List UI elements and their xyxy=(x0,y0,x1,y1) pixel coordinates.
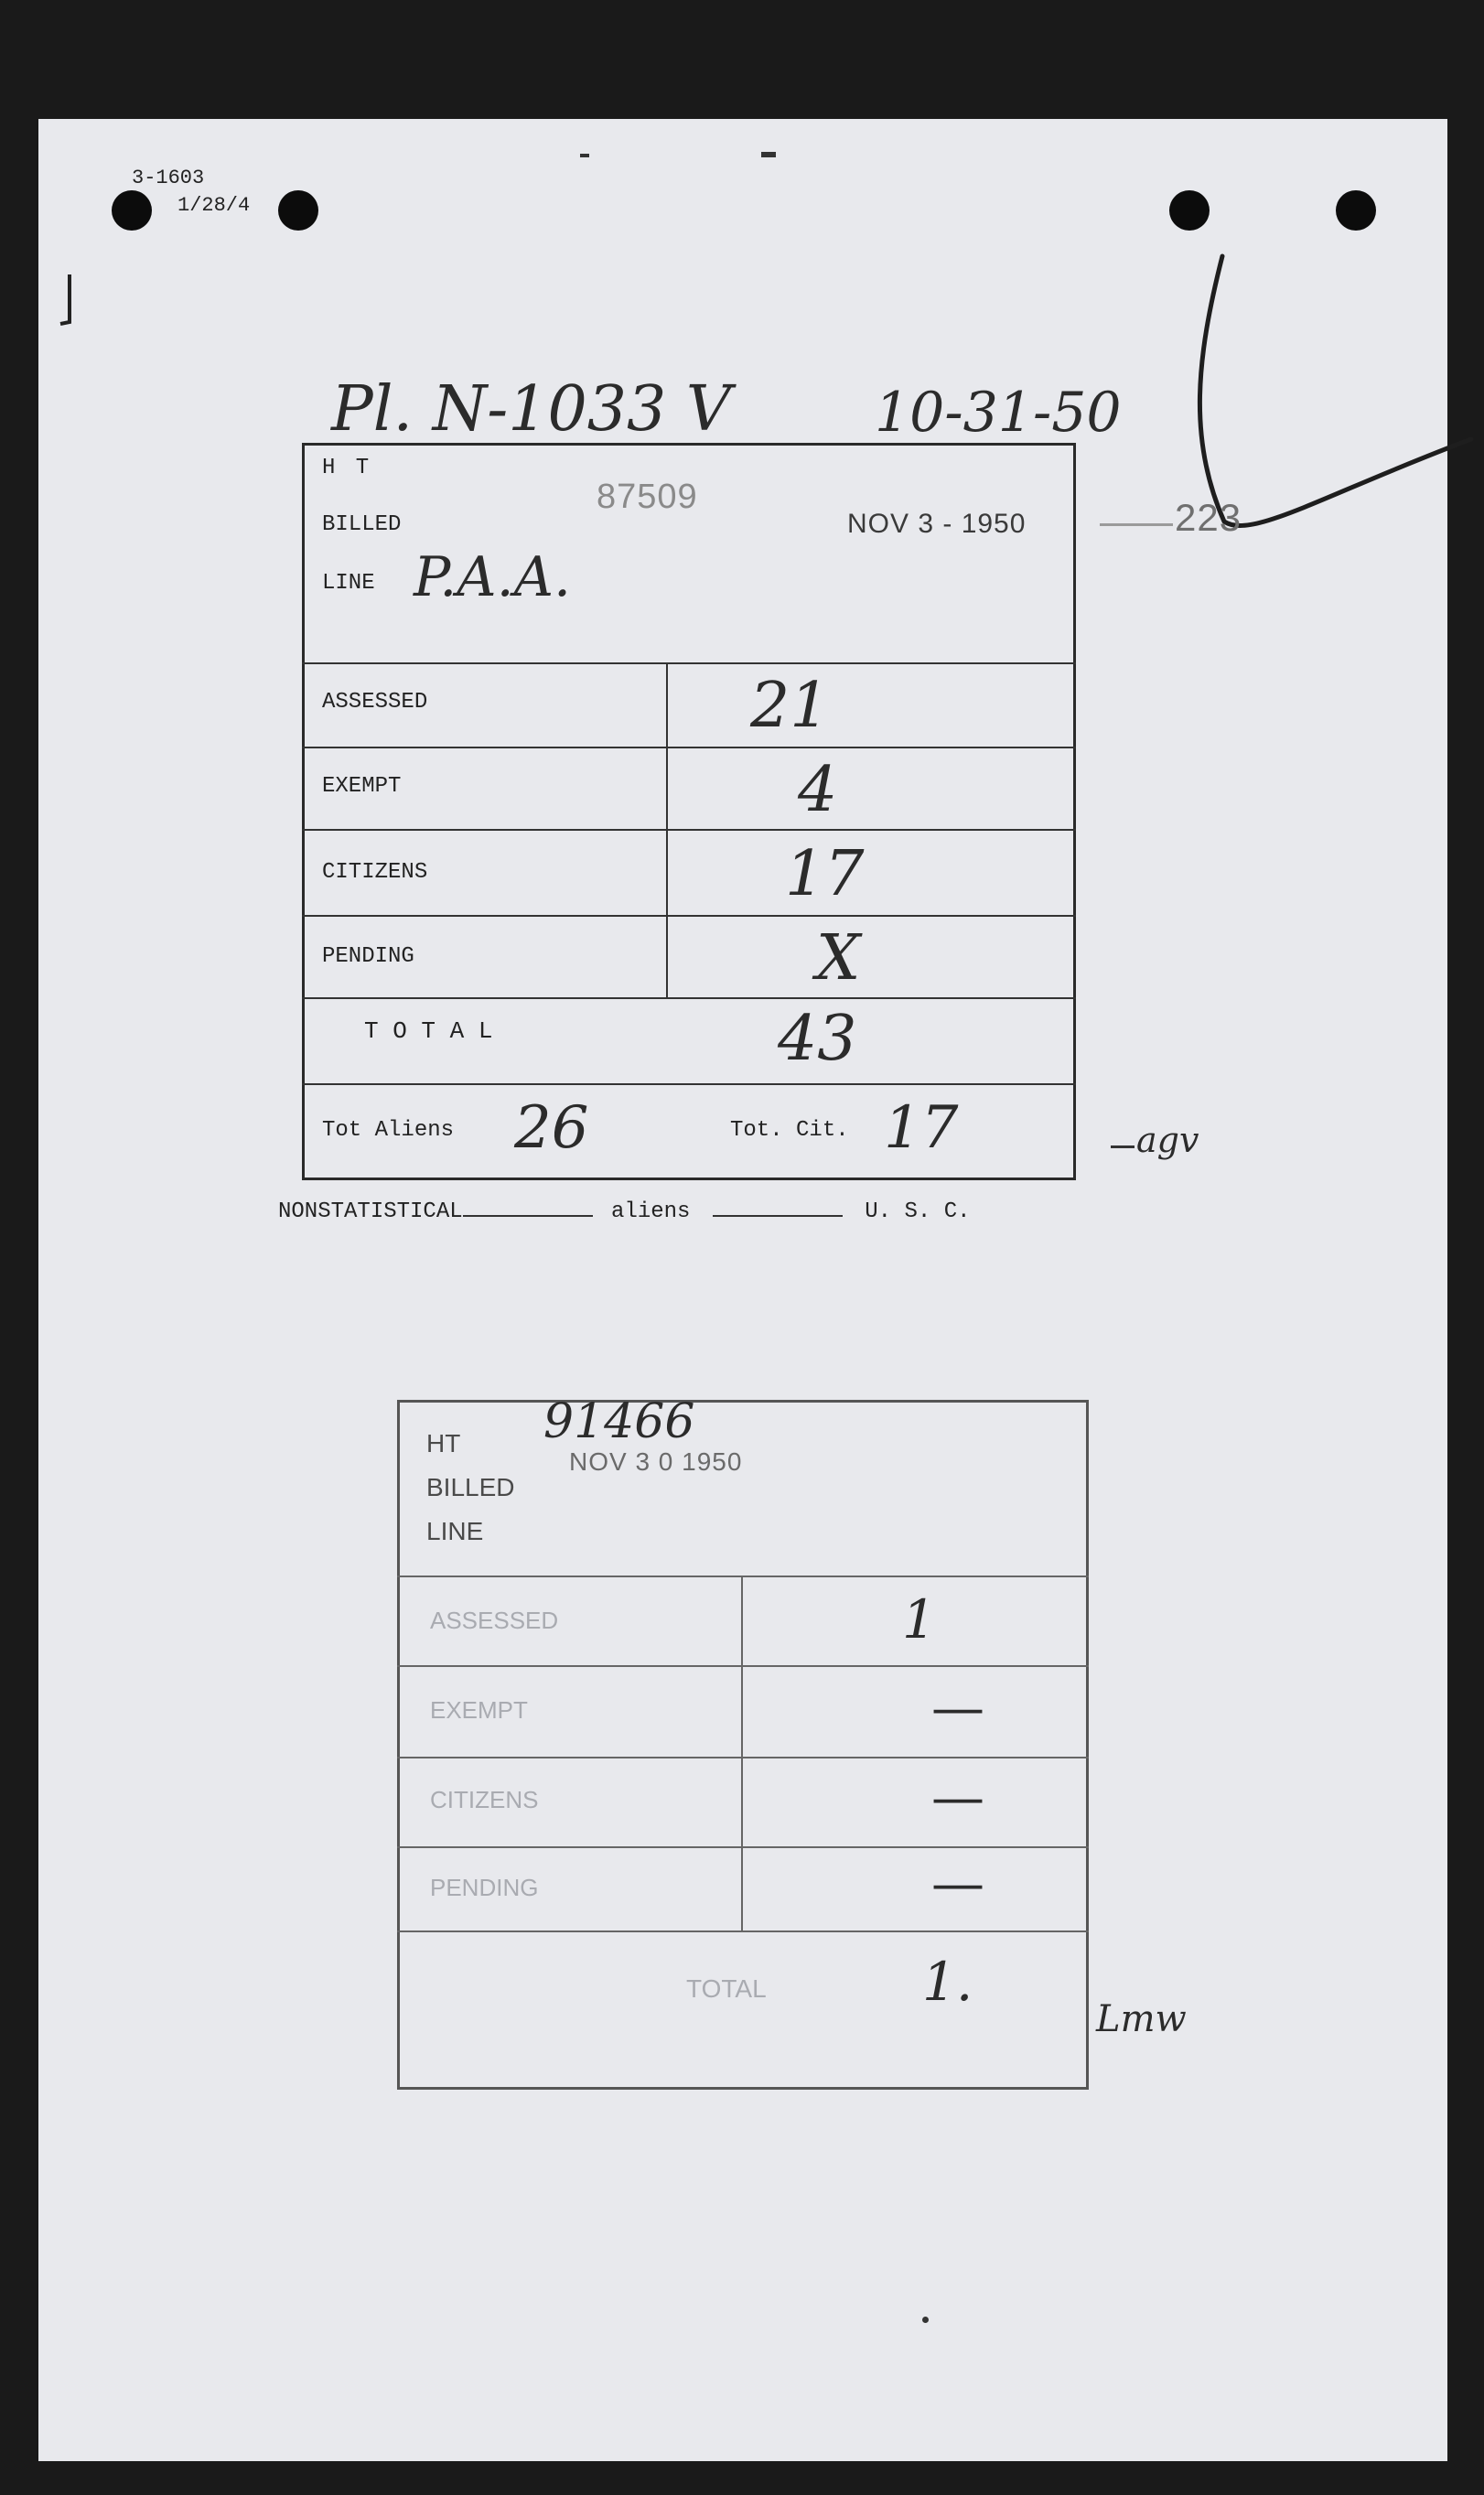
nonstatistical-line xyxy=(278,1197,971,1224)
margin-bracket-icon xyxy=(48,265,84,339)
divider-row-2 xyxy=(302,829,1076,831)
total-label-1: T O T A L xyxy=(364,1017,493,1045)
row-label-pending-1: PENDING xyxy=(322,944,414,969)
ht-number-2: 91466 xyxy=(543,1394,695,1449)
initials-2: Lmw xyxy=(1096,1998,1187,2040)
nonstatistical-aliens-label: aliens xyxy=(611,1199,691,1224)
punch-hole-left-1 xyxy=(112,190,152,231)
row-label-citizens-1: CITIZENS xyxy=(322,860,428,885)
record-date: 10-31-50 xyxy=(875,381,1122,445)
stamp-date-1: NOV 3 - 1950 xyxy=(847,509,1027,539)
total-value-1: 43 xyxy=(778,1003,857,1075)
divider-row-1 xyxy=(302,747,1076,748)
dust-mark-1 xyxy=(922,2317,929,2323)
row-value-assessed-2: 1 xyxy=(902,1588,936,1651)
row-value-citizens-1: 17 xyxy=(785,838,865,910)
nonstatistical-usc-blank xyxy=(713,1197,843,1217)
row-value-citizens-2: — xyxy=(931,1766,984,1828)
row-value-pending-2: — xyxy=(931,1852,984,1914)
form-number: 3-1603 xyxy=(132,167,205,189)
form-revision: 1/28/4 xyxy=(177,194,251,217)
side-dash xyxy=(1100,523,1173,526)
total-value-2: 1. xyxy=(922,1951,973,2013)
divider-header-2 xyxy=(397,1576,1089,1577)
document-page xyxy=(38,119,1447,2461)
row-value-exempt-2: — xyxy=(931,1676,984,1738)
row-label-exempt-2: EXEMPT xyxy=(430,1696,528,1724)
row-label-citizens-2: CITIZENS xyxy=(430,1786,539,1813)
divider-row-3 xyxy=(302,915,1076,917)
divider-row-2-1 xyxy=(397,1665,1089,1667)
row-label-assessed-2: ASSESSED xyxy=(430,1607,559,1634)
row-value-assessed-1: 21 xyxy=(750,670,830,742)
nonstatistical-label: NONSTATISTICAL xyxy=(278,1199,463,1224)
initials-1: agv xyxy=(1136,1120,1199,1160)
divider-header-1 xyxy=(302,662,1076,664)
dust-mark-2 xyxy=(580,154,589,157)
row-label-pending-2: PENDING xyxy=(430,1874,539,1901)
line-label-1: LINE xyxy=(322,571,375,596)
divider-row-5 xyxy=(302,1083,1076,1085)
tot-aliens-label-1: Tot Aliens xyxy=(322,1118,455,1143)
ht-label-2: HT xyxy=(426,1429,461,1457)
punch-hole-left-2 xyxy=(278,190,318,231)
billed-label-2: BILLED xyxy=(426,1473,515,1501)
punch-hole-right-2 xyxy=(1336,190,1376,231)
dust-mark-3 xyxy=(761,152,776,157)
stamp-date-2: NOV 3 0 1950 xyxy=(569,1447,743,1476)
ht-number-1: 87509 xyxy=(597,478,698,516)
divider-row-2-3 xyxy=(397,1846,1089,1848)
divider-row-2-2 xyxy=(397,1757,1089,1758)
billed-label-1: BILLED xyxy=(322,512,402,537)
tot-aliens-value-1: 26 xyxy=(514,1094,589,1162)
initials-dash-1 xyxy=(1111,1145,1135,1148)
divider-row-4 xyxy=(302,997,1076,999)
punch-hole-right-1 xyxy=(1169,190,1210,231)
column-divider-2 xyxy=(741,1576,743,1930)
row-value-pending-1: X xyxy=(816,922,861,995)
line-label-2: LINE xyxy=(426,1517,484,1545)
ht-label-1: H T xyxy=(322,456,373,480)
row-label-assessed-1: ASSESSED xyxy=(322,690,428,715)
column-divider-1 xyxy=(666,662,668,997)
divider-row-2-4 xyxy=(397,1930,1089,1932)
record-reference: Pl. N-1033 V xyxy=(331,373,731,446)
total-label-2: TOTAL xyxy=(686,1974,767,2003)
row-label-exempt-1: EXEMPT xyxy=(322,774,402,799)
side-number: 223 xyxy=(1175,496,1242,539)
line-value-1: P.A.A. xyxy=(414,545,572,609)
row-value-exempt-1: 4 xyxy=(798,754,838,826)
nonstatistical-aliens-blank xyxy=(463,1197,593,1217)
tot-cit-label-1: Tot. Cit. xyxy=(730,1118,849,1143)
tot-cit-value-1: 17 xyxy=(884,1094,959,1162)
nonstatistical-usc-label: U. S. C. xyxy=(865,1199,971,1224)
